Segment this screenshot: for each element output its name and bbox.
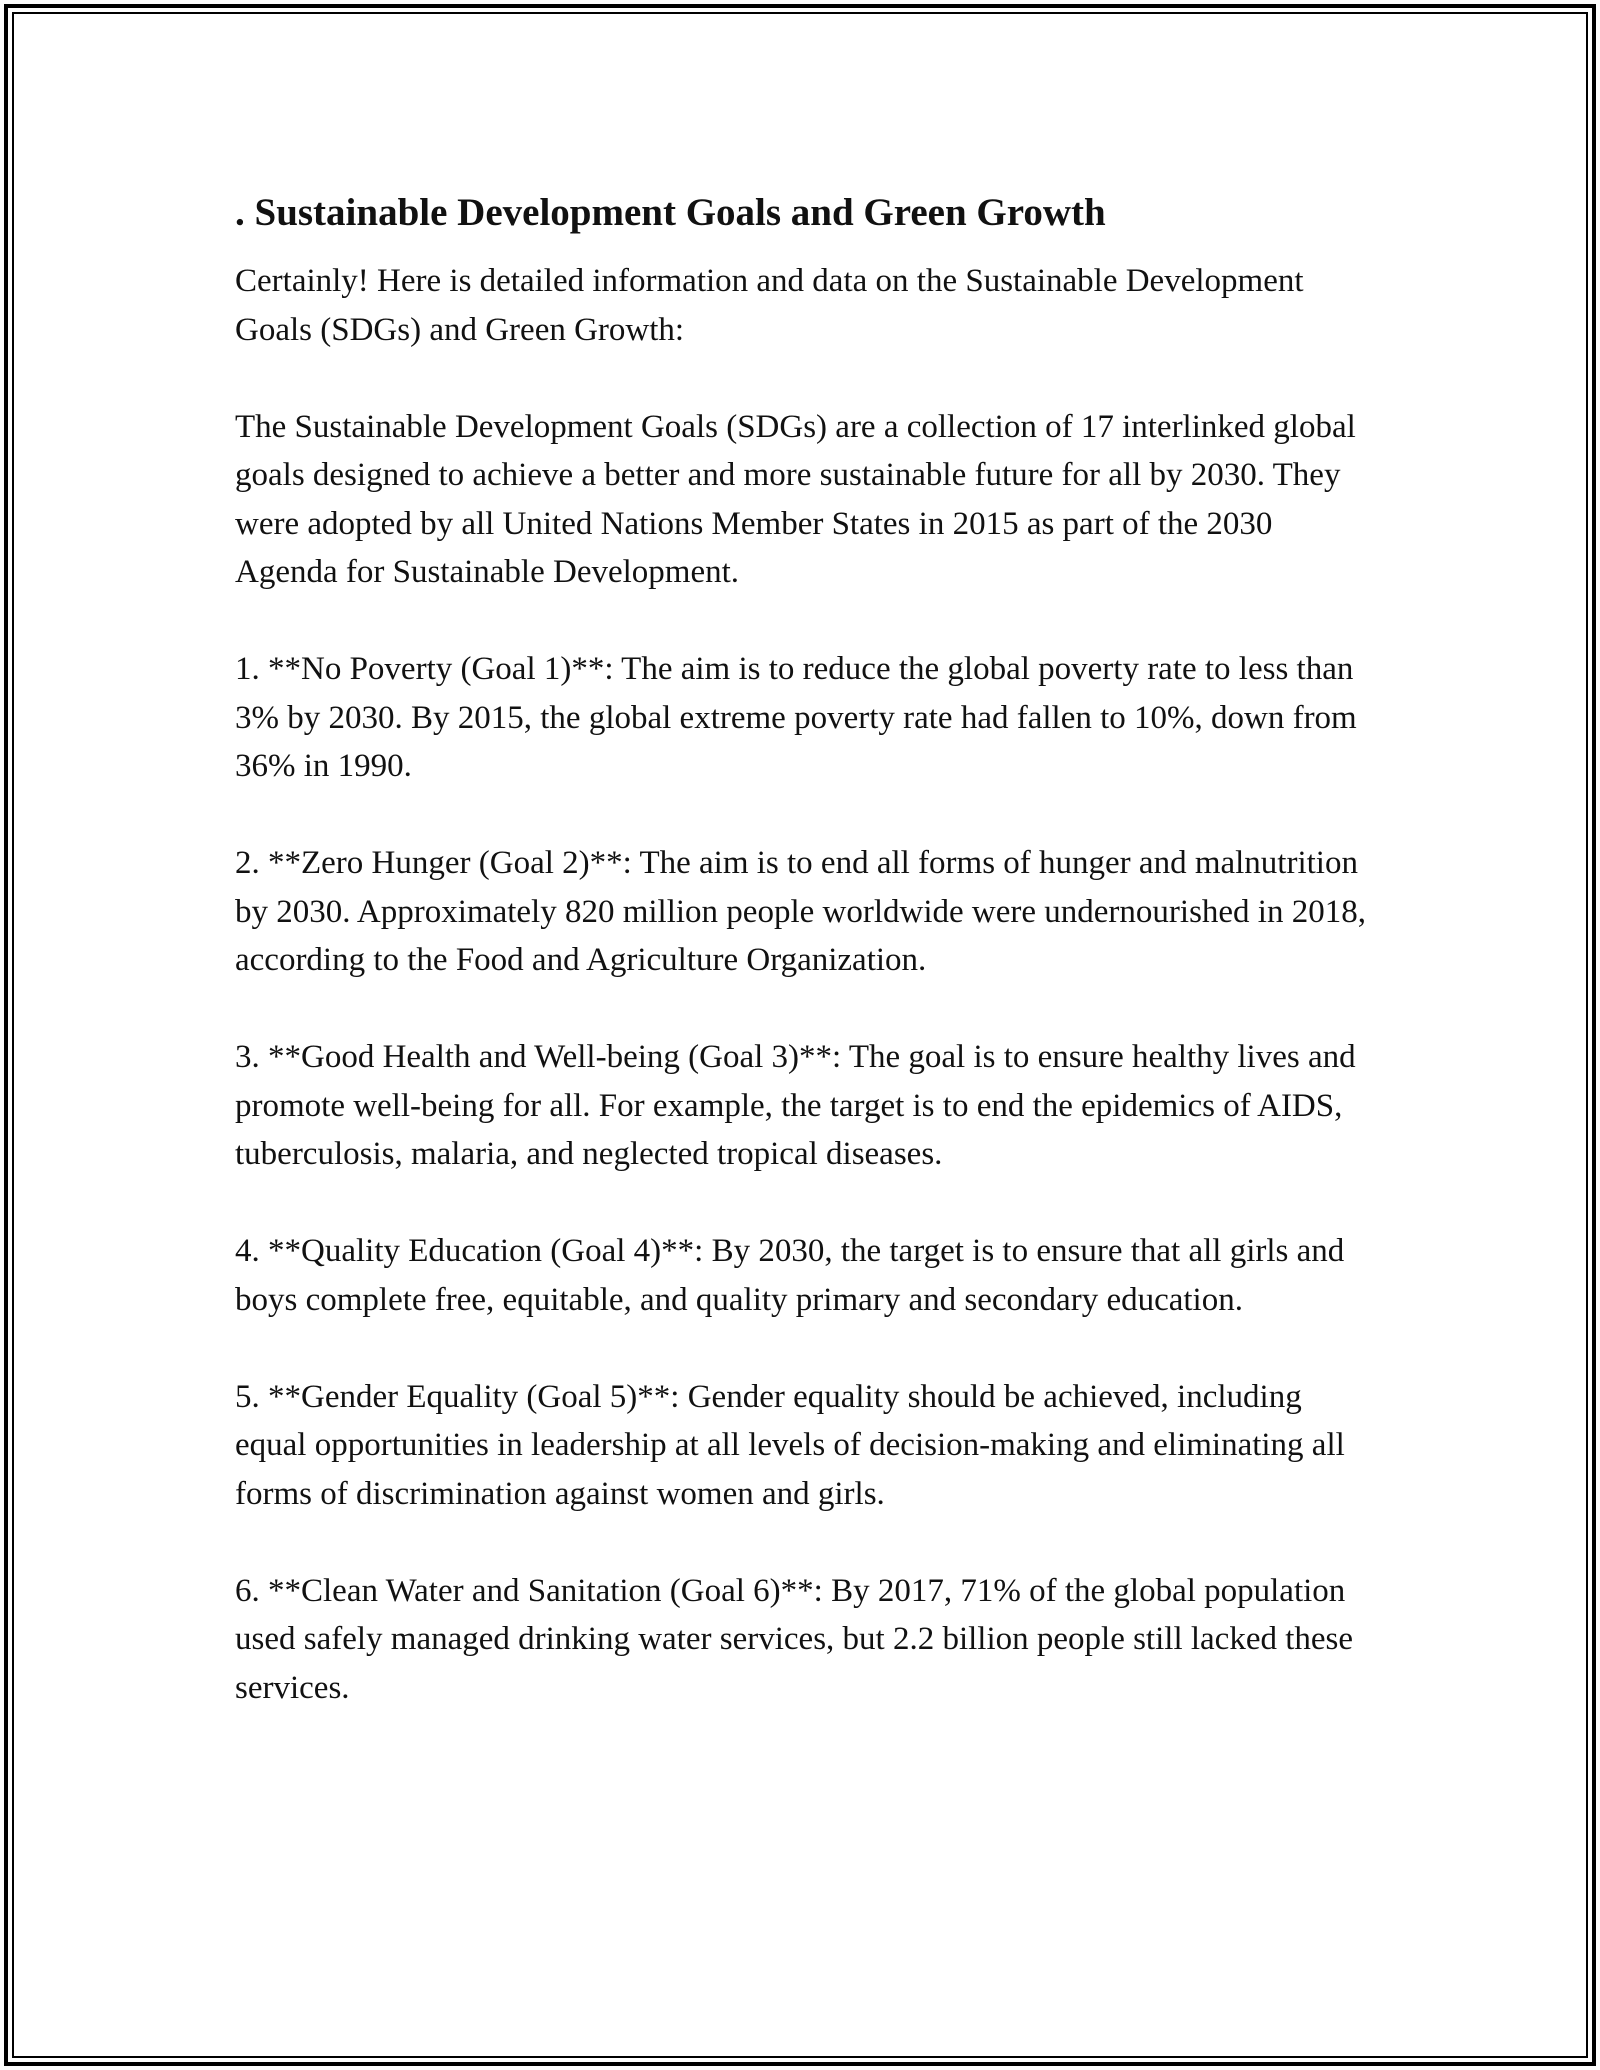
goal-2-paragraph: 2. **Zero Hunger (Goal 2)**: The aim is to end all forms of hunger and malnutrition by 2030. Approximately 820 million people worldwide were undernourished in 2018, according to the Food and Agriculture Organization. — [235, 845, 1366, 978]
intro-paragraph: Certainly! Here is detailed information and data on the Sustainable Development Goals (SDGs) and Green Growth: — [235, 263, 1304, 348]
goal-3-paragraph: 3. **Good Health and Well-being (Goal 3)**: The goal is to ensure healthy lives and promote well-being for all. For example, the target is to end the epidemics of AIDS, tuberculosis, malaria, and neglected tropical diseases. — [235, 1039, 1356, 1172]
goal-5-paragraph: 5. **Gender Equality (Goal 5)**: Gender equality should be achieved, including equal opportunities in leadership at all levels of decision-making and eliminating all forms of discrimination against women and girls. — [235, 1378, 1345, 1512]
goal-4-paragraph: 4. **Quality Education (Goal 4)**: By 2030, the target is to ensure that all girls and boys complete free, equitable, and quality primary and secondary education. — [235, 1233, 1345, 1318]
goal-1-paragraph: 1. **No Poverty (Goal 1)**: The aim is to reduce the global poverty rate to less than 3% by 2030. By 2015, the global extreme poverty rate had fallen to 10%, down from 36% in 1990. — [235, 651, 1357, 784]
overview-paragraph: The Sustainable Development Goals (SDGs) are a collection of 17 interlinked global goals designed to achieve a better and more sustainable future for all by 2030. They were adopted by all United Nations Member States in 2015 as part of the 2030 Agenda for Sustainable Development. — [235, 408, 1356, 590]
goal-6-paragraph: 6. **Clean Water and Sanitation (Goal 6)**: By 2017, 71% of the global population used safely managed drinking water services, but 2.2 billion people still lacked these services. — [235, 1572, 1354, 1706]
document-title: . Sustainable Development Goals and Green Growth — [235, 191, 1106, 234]
document-body — [235, 185, 1375, 1712]
